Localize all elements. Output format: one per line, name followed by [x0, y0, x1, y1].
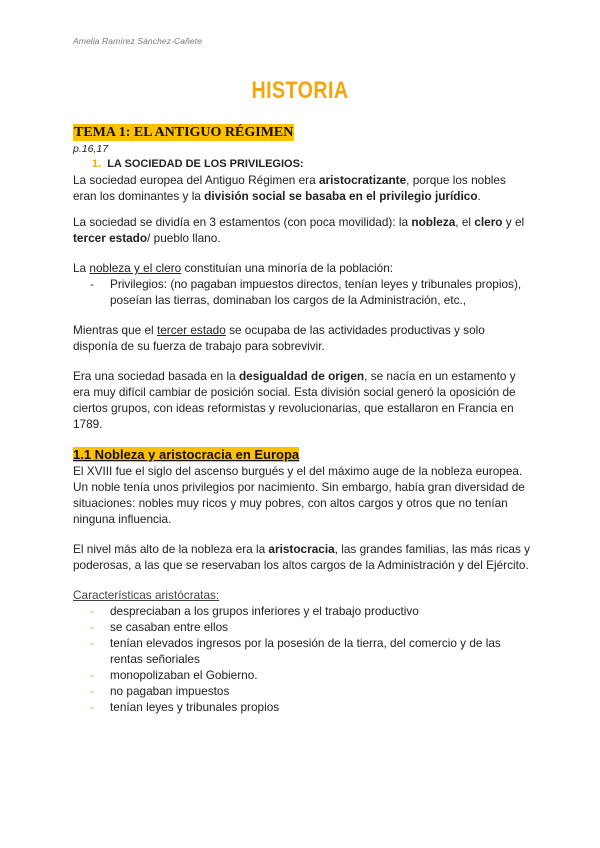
- paragraph-desigualdad: [73, 368, 531, 432]
- text: .: [477, 189, 481, 203]
- page-title: HISTORIA: [251, 77, 349, 104]
- list-item: [73, 603, 531, 619]
- text: constituían una minoría de la población:: [181, 261, 394, 275]
- list-item: [73, 635, 531, 667]
- text: Mientras que el: [73, 323, 157, 337]
- text: La sociedad europea del Antiguo Régimen era: [73, 173, 319, 187]
- spacer: [73, 573, 531, 587]
- spacer: [73, 308, 531, 322]
- text: , el: [455, 215, 475, 229]
- list-item-text: tenían elevados ingresos por la posesión de la tierra, del comercio y de las rentas señoriales: [110, 636, 501, 666]
- tema-title: TEMA 1: EL ANTIGUO RÉGIMEN: [74, 125, 294, 140]
- spacer: [73, 204, 531, 214]
- section-1-1-heading: [73, 446, 531, 463]
- list-item-text: monopolizaban el Gobierno.: [110, 668, 258, 682]
- characteristics-list: [73, 603, 531, 715]
- spacer: [73, 527, 531, 541]
- author-header: Amelia Ramírez Sánchez-Cañete: [73, 36, 203, 46]
- text: Era una sociedad basada en la: [73, 369, 239, 383]
- list-item-text: despreciaban a los grupos inferiores y el trabajo productivo: [110, 604, 419, 618]
- list-item-text: Privilegios: (no pagaban impuestos directos, tenían leyes y tribunales propios), poseían las tierras, dominaban los cargos de la Administración, etc.,: [110, 277, 522, 307]
- bold-term: desigualdad de origen: [238, 369, 365, 383]
- dash-bullet-icon: -: [90, 684, 94, 698]
- privileges-list: [73, 276, 531, 308]
- text: La sociedad se dividía en 3 estamentos (con poca movilidad): la: [73, 215, 412, 229]
- document-body: [73, 124, 531, 715]
- list-item: [73, 667, 531, 683]
- dash-bullet-icon: -: [90, 668, 94, 682]
- paragraph-minoria: [73, 260, 531, 276]
- text: El nivel más alto de la nobleza era la: [73, 542, 269, 556]
- list-item: [73, 683, 531, 699]
- list-item: [73, 276, 531, 308]
- paragraph-aristocracia: [73, 541, 531, 573]
- dash-bullet-icon: -: [90, 636, 94, 650]
- paragraph-siglo-xviii: El XVIII fue el siglo del ascenso burgués y el del máximo auge de la nobleza europea. Un noble tenía unos privilegios por nacimiento. Sin embargo, había gran diversidad de situaciones: nobles muy ricos y muy pobres, con altos cargos y otros que no tenían ninguna influencia.: [73, 464, 525, 526]
- text: La: [73, 261, 90, 275]
- section-1-heading: [92, 156, 531, 172]
- bold-term: tercer estado: [73, 231, 148, 245]
- bold-term: aristocracia: [268, 542, 335, 556]
- bold-term: clero: [474, 215, 503, 229]
- spacer: [73, 246, 531, 260]
- section-1-title: LA SOCIEDAD DE LOS PRIVILEGIOS:: [107, 158, 304, 170]
- underlined-term: nobleza y el clero: [89, 261, 182, 275]
- bold-term: nobleza: [411, 215, 456, 229]
- text: , porque los nobles eran los dominantes y la: [73, 173, 506, 203]
- dash-bullet-icon: -: [90, 277, 94, 291]
- spacer: [73, 432, 531, 446]
- list-item: [73, 619, 531, 635]
- tema-heading: [73, 124, 531, 141]
- spacer: [73, 354, 531, 368]
- dash-bullet-icon: -: [90, 700, 94, 714]
- section-1-1-title: 1.1 Nobleza y aristocracia en Europa: [73, 447, 300, 462]
- bold-term: aristocratizante: [318, 173, 407, 187]
- dash-bullet-icon: -: [90, 620, 94, 634]
- text: / pueblo llano.: [147, 231, 221, 245]
- characteristics-label: Características aristócratas:: [73, 588, 220, 602]
- list-item-text: se casaban entre ellos: [110, 620, 229, 634]
- text: , se nacía en un estamento y era muy difícil cambiar de posición social. Esta división social generó la oposición de ciertos grupos, con ideas reformistas y revolucionarias, que estallaron en Francia en 1789.: [73, 369, 516, 431]
- list-item-text: tenían leyes y tribunales propios: [110, 700, 280, 714]
- paragraph-tercer-estado: [73, 322, 531, 354]
- list-item: [73, 699, 531, 715]
- text: y el: [502, 215, 525, 229]
- paragraph-aristocratizante: [73, 172, 531, 204]
- text: , las grandes familias, las más ricas y poderosas, a las que se reservaban los altos cargos de la Administración y del Ejército.: [73, 542, 531, 572]
- text: se ocupaba de las actividades productivas y solo disponía de su fuerza de trabajo para sobrevivir.: [73, 323, 485, 353]
- dash-bullet-icon: -: [90, 604, 94, 618]
- section-1-number: 1.: [92, 158, 102, 170]
- page-reference: p.16,17: [73, 143, 109, 155]
- list-item-text: no pagaban impuestos: [110, 684, 230, 698]
- paragraph-estamentos: [73, 214, 531, 246]
- bold-term: división social se basaba en el privilegio jurídico: [204, 189, 478, 203]
- underlined-term: tercer estado: [156, 323, 226, 337]
